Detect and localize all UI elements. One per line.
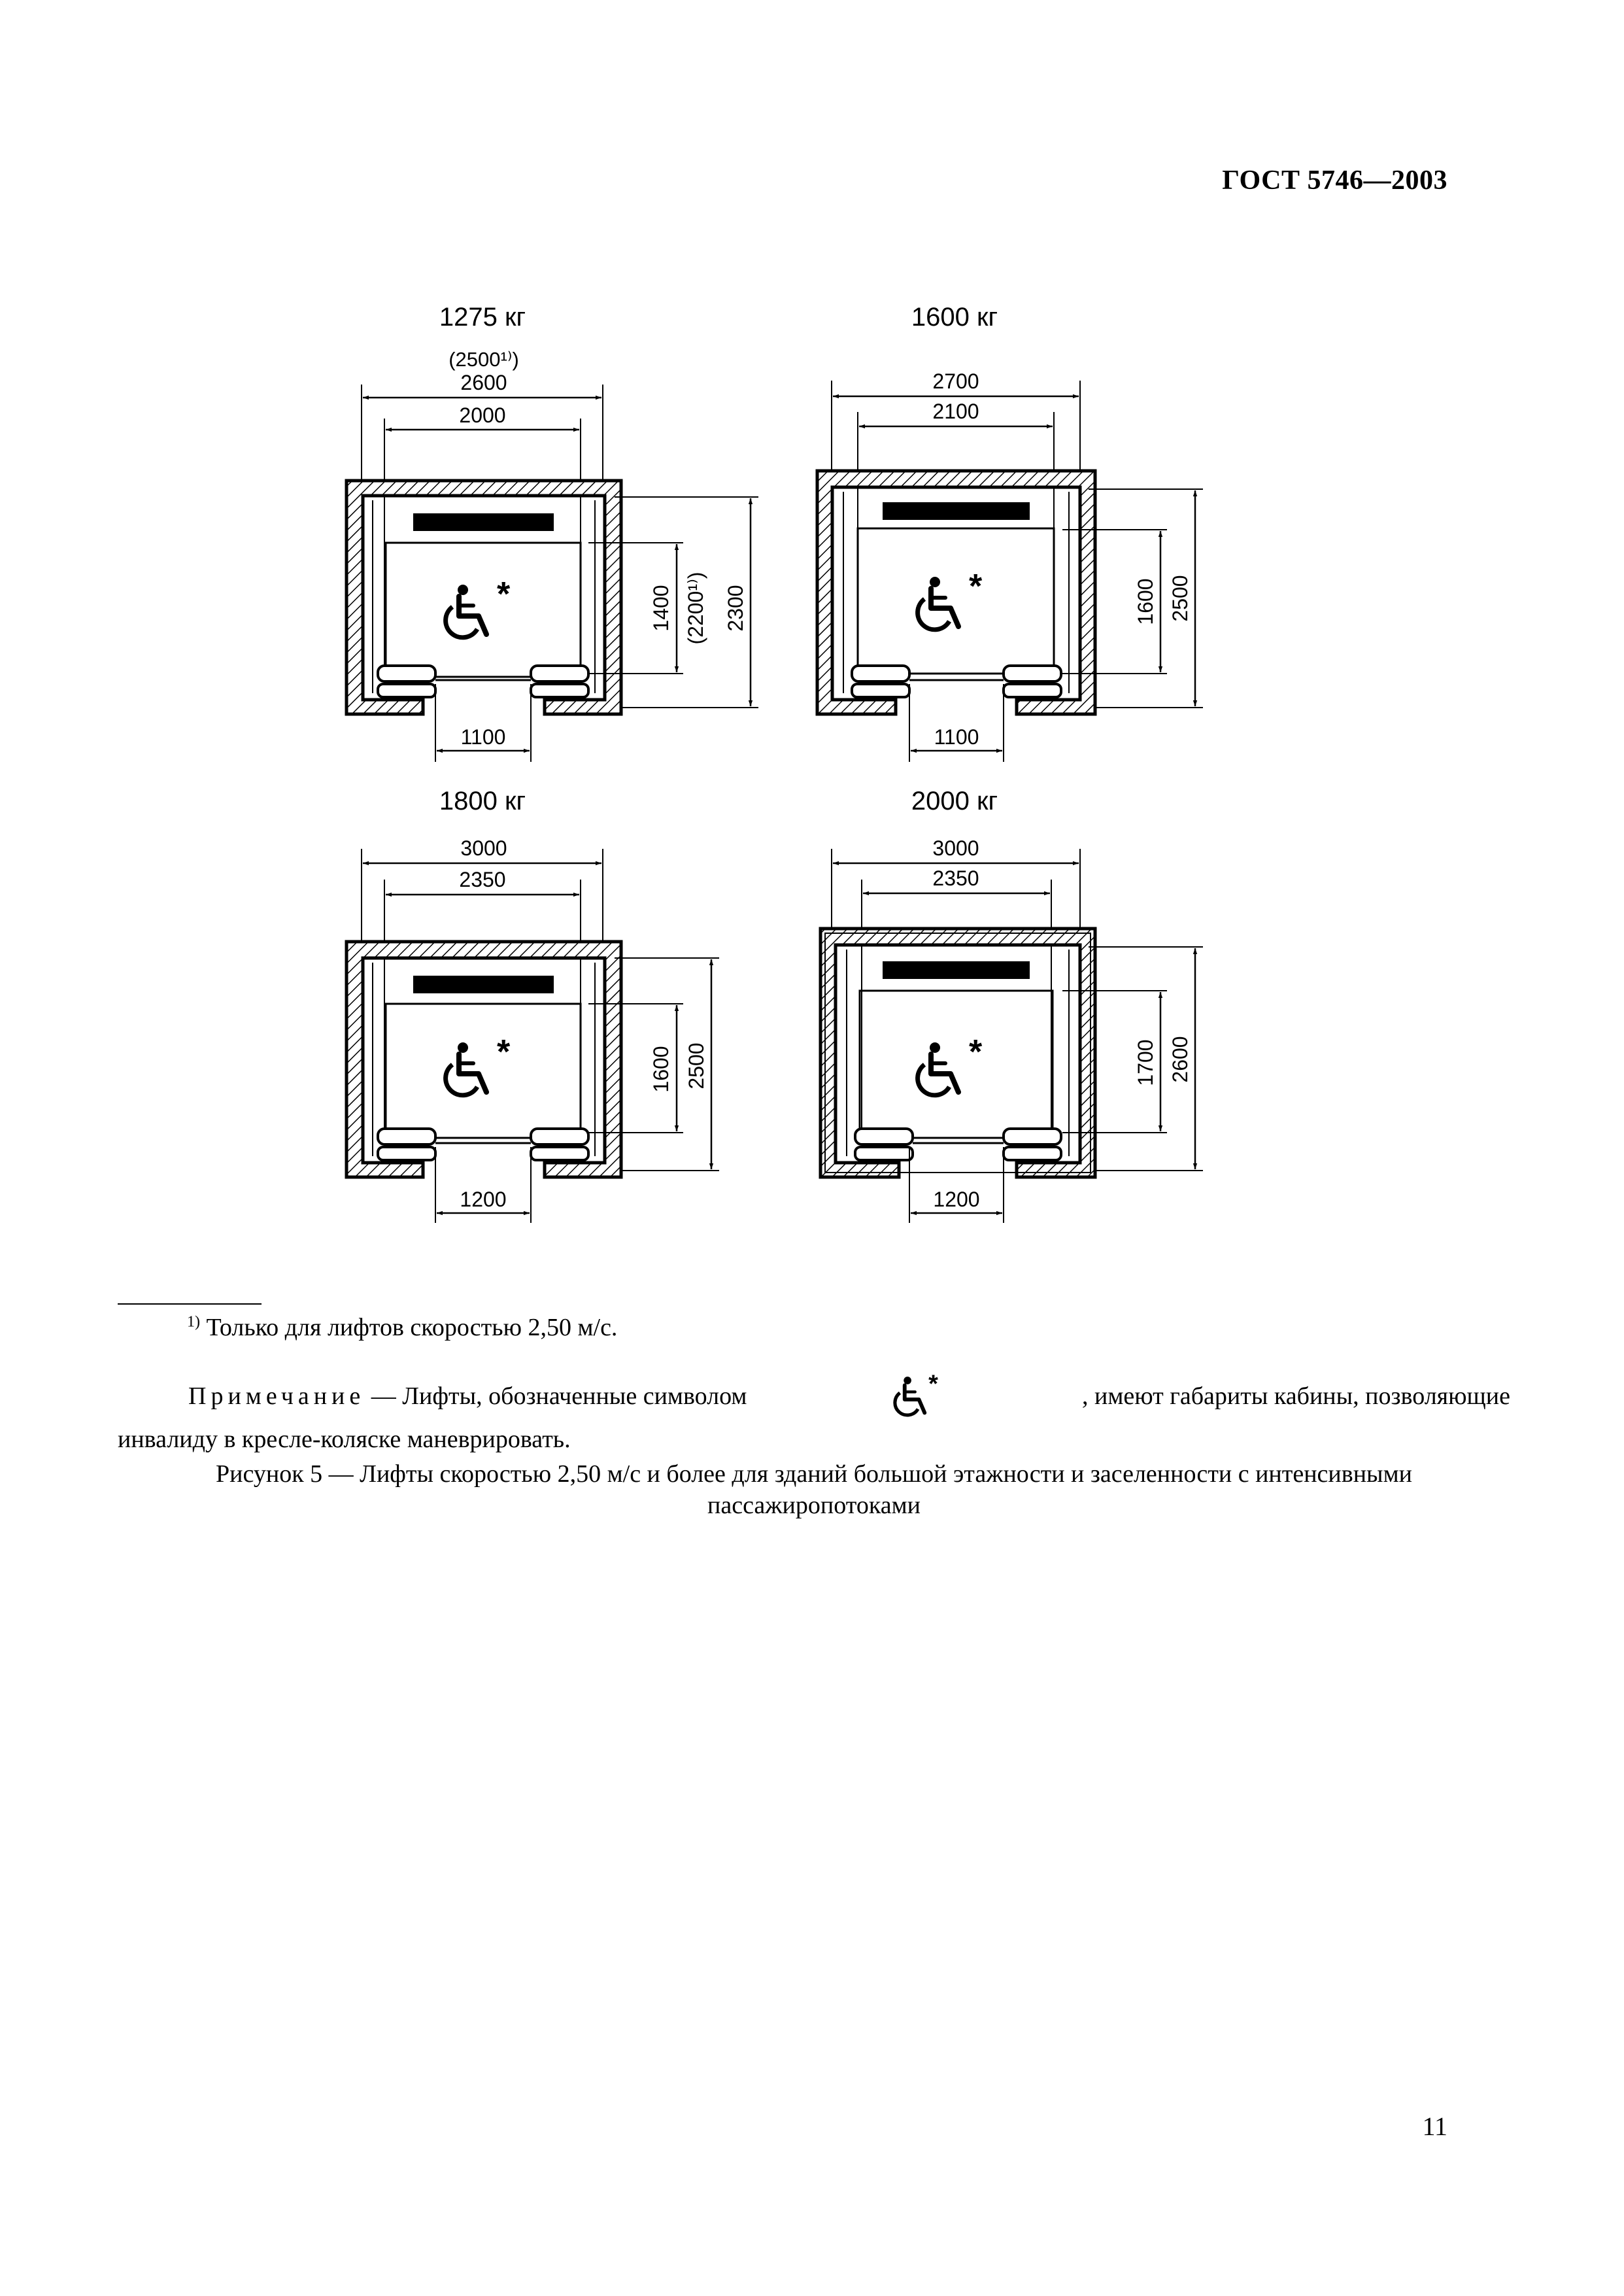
wheelchair-icon — [879, 1370, 951, 1422]
cabin-depth-dim: 1700 — [1134, 1039, 1157, 1086]
cabin-depth-dim: 1600 — [1134, 578, 1157, 625]
note-label: Примечание — [188, 1382, 365, 1410]
lift-diagram-1600 — [817, 303, 1203, 762]
wheelchair-icon — [918, 568, 983, 630]
shaft-width-dim: 2700 — [932, 369, 979, 393]
footnote — [187, 1313, 617, 1342]
shaft-depth-dim: 2500 — [1168, 575, 1192, 622]
door-width-dim: 1100 — [934, 725, 979, 749]
document-header: ГОСТ 5746—2003 — [1222, 165, 1447, 196]
footnote-marker: 1) — [187, 1313, 200, 1331]
cabin-width-dim: 2000 — [459, 403, 506, 427]
door-width-dim: 1200 — [460, 1188, 507, 1211]
shaft-width-dim: 3000 — [460, 836, 507, 860]
note — [118, 1370, 1510, 1456]
lift-capacity: 2000 кг — [911, 787, 998, 815]
cabin-width-dim: 2350 — [459, 868, 506, 891]
shaft-width-dim: 3000 — [932, 836, 979, 860]
shaft-width-alt-label: (2500¹⁾) — [448, 348, 519, 371]
lift-capacity: 1800 кг — [439, 787, 526, 815]
shaft-width-dim: 2600 — [460, 371, 507, 394]
note-text-before: — Лифты, обозначенные символом — [371, 1382, 747, 1410]
lift-capacity: 1275 кг — [439, 303, 526, 332]
footnote-text: Только для лифтов скоростью 2,50 м/с. — [206, 1314, 618, 1341]
cabin-depth-dim: 1600 — [649, 1046, 673, 1093]
page-number: 11 — [1422, 2112, 1447, 2141]
cabin-depth-alt-dim: (2200¹⁾) — [684, 572, 707, 645]
door-width-dim: 1100 — [460, 725, 506, 749]
wheelchair-icon — [918, 1033, 983, 1095]
svg-text:*: * — [928, 1370, 938, 1398]
cabin-depth-dim: 1400 — [649, 585, 673, 632]
lift-diagram-1800 — [347, 787, 719, 1223]
shaft-depth-dim: 2500 — [685, 1042, 708, 1089]
shaft-depth-dim: 2300 — [724, 585, 747, 632]
wheelchair-icon — [446, 1033, 511, 1095]
lift-diagram-2000 — [820, 787, 1203, 1223]
figure-caption: Рисунок 5 — Лифты скоростью 2,50 м/с и более для зданий большой этажности и заселенности с интенсивными пассажиропотоками — [216, 1460, 1412, 1519]
lift-diagram-1275 — [347, 303, 758, 762]
cabin-width-dim: 2350 — [932, 866, 979, 890]
note-text-after: , имеют габариты кабины, позволяющие — [1082, 1382, 1510, 1410]
shaft-depth-dim: 2600 — [1168, 1036, 1192, 1083]
door-width-dim: 1200 — [933, 1188, 980, 1211]
note-line2: инвалиду в кресле-коляске маневрировать. — [118, 1426, 571, 1453]
lift-capacity: 1600 кг — [911, 303, 998, 332]
cabin-width-dim: 2100 — [932, 400, 979, 423]
wheelchair-icon — [446, 575, 511, 638]
footnote-rule — [118, 1303, 262, 1305]
